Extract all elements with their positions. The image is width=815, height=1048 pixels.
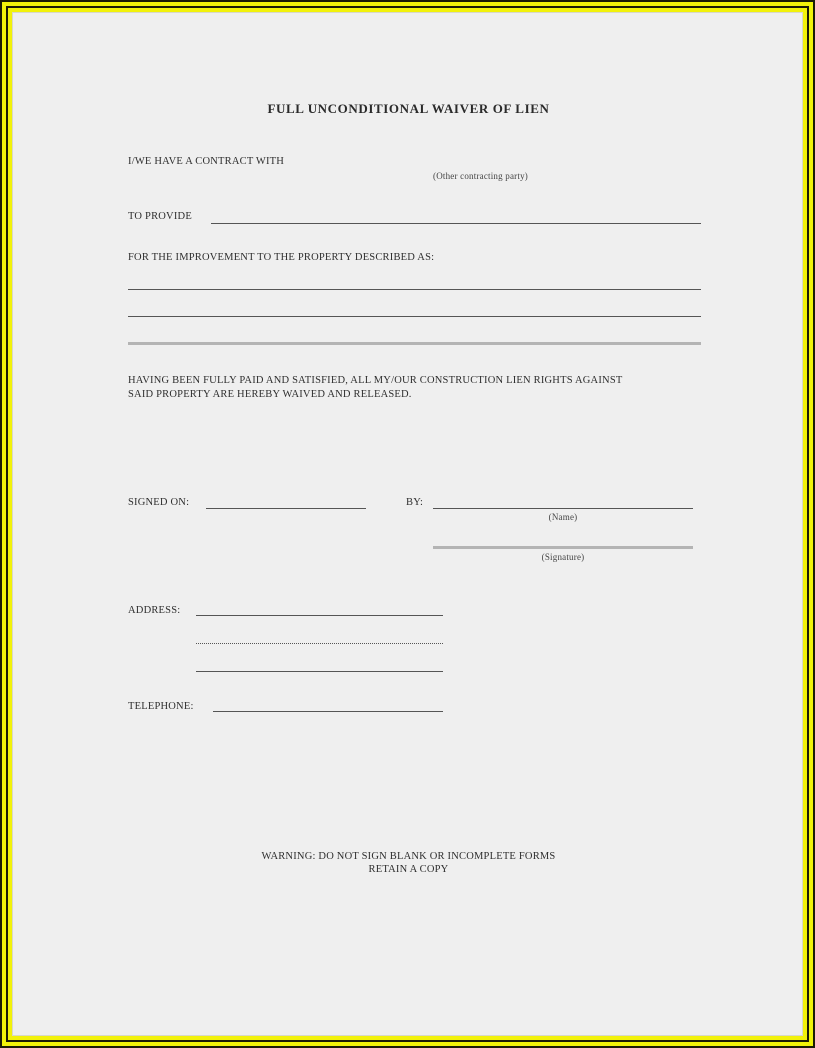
property-description-line-2[interactable] [128,316,701,317]
provide-field[interactable] [211,223,701,224]
address-label: ADDRESS: [128,605,181,616]
contract-label: I/WE HAVE A CONTRACT WITH [128,156,285,167]
by-label: BY: [406,497,424,508]
telephone-field[interactable] [213,711,443,712]
name-field[interactable] [433,508,693,509]
warning-line-2: RETAIN A COPY [368,864,449,875]
name-caption: (Name) [548,512,578,522]
provide-label: TO PROVIDE [128,211,192,222]
signed-on-field[interactable] [206,508,366,509]
improvement-label: FOR THE IMPROVEMENT TO THE PROPERTY DESCRIBED AS: [128,252,435,263]
form-title: FULL UNCONDITIONAL WAIVER OF LIEN [267,101,550,116]
waiver-statement-line-2: SAID PROPERTY ARE HEREBY WAIVED AND RELEASED. [128,389,412,400]
waiver-form-page [12,12,803,1036]
property-description-line-3[interactable] [128,342,701,345]
address-line-2[interactable] [196,643,443,644]
signed-on-label: SIGNED ON: [128,497,190,508]
warning-line-1: WARNING: DO NOT SIGN BLANK OR INCOMPLETE FORMS [261,851,556,862]
signature-field[interactable] [433,546,693,549]
property-description-line-1[interactable] [128,289,701,290]
waiver-statement-line-1: HAVING BEEN FULLY PAID AND SATISFIED, ALL MY/OUR CONSTRUCTION LIEN RIGHTS AGAINST [128,375,623,386]
address-line-1[interactable] [196,615,443,616]
other-party-caption: (Other contracting party) [433,171,528,181]
telephone-label: TELEPHONE: [128,701,194,712]
signature-caption: (Signature) [541,552,585,562]
address-line-3[interactable] [196,671,443,672]
